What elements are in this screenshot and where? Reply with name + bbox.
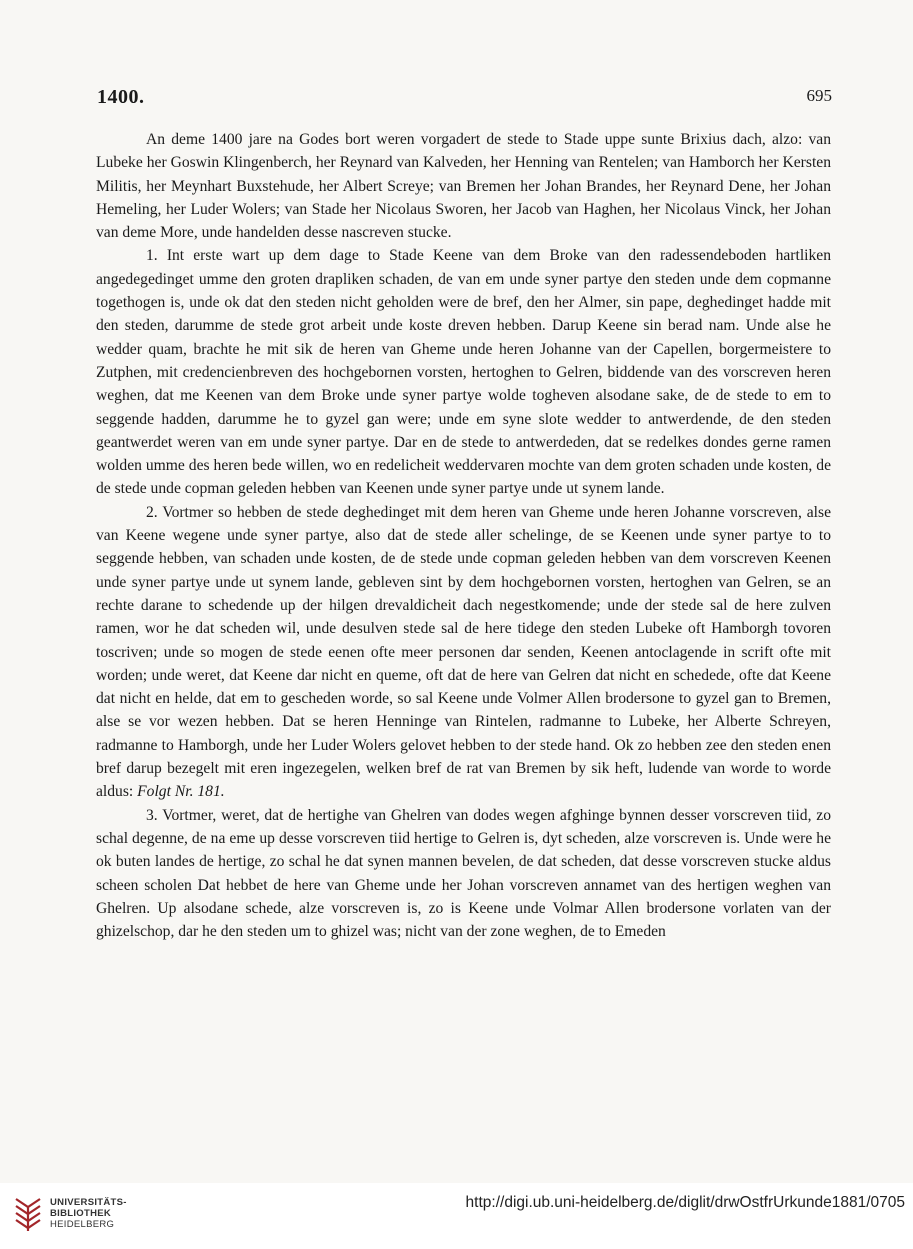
citation: Folgt Nr. 181. bbox=[137, 783, 225, 801]
paragraph-2 bbox=[96, 501, 831, 804]
viewer-footer bbox=[0, 1183, 913, 1249]
permalink-url[interactable]: http://digi.ub.uni-heidelberg.de/diglit/drwOstfrUrkunde1881/0705 bbox=[465, 1194, 905, 1211]
body-text bbox=[96, 128, 831, 943]
library-name-line2: BIBLIOTHEK bbox=[50, 1208, 112, 1219]
library-name-line1: UNIVERSITÄTS- bbox=[50, 1197, 127, 1208]
library-name[interactable] bbox=[50, 1197, 127, 1230]
running-head-year: 1400. bbox=[97, 86, 145, 108]
paragraph-intro: An deme 1400 jare na Godes bort weren vorgadert de stede to Stade uppe sunte Brixius dach, alzo: van Lubeke her Goswin Klingenberch, her Reynard van Kalveden, her Henning van Rentelen; van Hamborch her Kersten Militis, her Meynhart Buxstehude, her Albert Screye; van Bremen her Johan Brandes, her Reynard Dene, her Johan Hemeling, her Luder Wolers; van Stade her Nicolaus Sworen, her Jacob van Haghen, her Nicolaus Vinck, her Johan van deme More, unde handelden desse nascreven stucke. bbox=[96, 131, 831, 242]
library-logo-icon[interactable] bbox=[11, 1193, 45, 1233]
page-header bbox=[97, 86, 832, 108]
library-name-line3: HEIDELBERG bbox=[50, 1219, 115, 1230]
paragraph-3: 3. Vortmer, weret, dat de hertighe van Ghelren van dodes wegen afghinge bynnen desser vorscreven tiid, zo schal degenne, de na eme up desse vorscreven tiid hertige to Gelren is, dyt scheden, alze vorscreven is. Unde were he ok buten landes de hertige, zo schal he dat synen mannen bevelen, de dat scheden, dat desse vorscreven stucke aldus scheen scholen Dat hebbet de here van Gheme unde her Johan vorscreven annamet van des hertigen weghen van Ghelren. Up alsodane schede, alze vorscreven is, zo is Keene unde Volmar Allen brodersone vorlaten van der ghizelschop, dar he den steden um to ghizel was; nicht van der zone weghen, de to Emeden bbox=[96, 806, 831, 941]
paragraph-2-text: 2. Vortmer so hebben de stede deghedinget mit dem heren van Gheme unde heren Johanne vorscreven, alse van Keene wegene unde syner partye, also dat de stede aller schelinge, de se Keenen unde syner partye to to seggende hebben, van schaden unde kosten, de de stede unde copman geleden hebben van dem vorscreven Keenen unde syner partye unde ut synem lande, gebleven sint by dem hochgebornen vorsten, hertoghen van Gelren, se an rechte darane to schedende up der hilgen drevaldicheit dach negestkomende; unde der stede sal de here zulven ramen, wor he dat scheden wil, unde desulven stede sal de here tidege den steden Lubeke oft Hamborgh tovoren toscriven; unde so mogen de stede eenen ofte meer personen dar senden, Keenen antoclagende in scrift ofte mit worden; unde weret, dat Keene dar nicht en queme, oft dat de here van Gelren dat nicht en schedede, ofte dat Keene dat nicht en helde, dat em to gescheden worde, so sal Keene unde Volmer Allen brodersone to gyzel gan to Bremen, alse se vor wezen hebben. Dat se heren Henninge van Rintelen, radmanne to Lubeke, her Alberte Schreyen, radmanne to Hamborgh, unde her Luder Wolers gelovet hebben to der stede hand. Ok zo hebben zee den steden enen bref darup bezegelt mit eren ingezegelen, welken bref de rat van Bremen by sik heft, ludende van worde to worde aldus: bbox=[96, 503, 831, 801]
page-number: 695 bbox=[806, 86, 832, 105]
paragraph-1: 1. Int erste wart up dem dage to Stade Keene van dem Broke van den radessendeboden hartliken angedegedinget umme den groten drapliken schaden, de van em unde syner partye den steden unde dem copmanne togethogen is, unde ok dat den steden nicht geholden were de bref, den her Almer, sin pape, deghedinget hadde mit den steden, darumme de stede grot arbeit unde koste dreven hebben. Darup Keene sin berad nam. Unde alse he wedder quam, brachte he mit sik de heren van Gheme unde heren Johanne van der Capellen, borgermeistere to Zutphen, mit credencienbreven des hochgebornen vorsten, hertoghen to Gelren, biddende van des vorscreven heren weghen, dat me Keenen van dem Broke unde syner partye wolde togheven alsodane sake, de de stede to em to seggende hadden, darumme he to gyzel gan were; unde em syne slote wedder to antwerdende, de den steden geantwerdet weren van em unde syner partye. Dar en de stede to antwerdeden, dat se redelkes dondes gerne ramen wolden umme des heren bede willen, wo en redelicheit weddervaren mochte van dem groten schaden unde kosten, de de stede unde copman geleden hebben van Keenen unde syner partye unde ut synem lande. bbox=[96, 247, 831, 498]
